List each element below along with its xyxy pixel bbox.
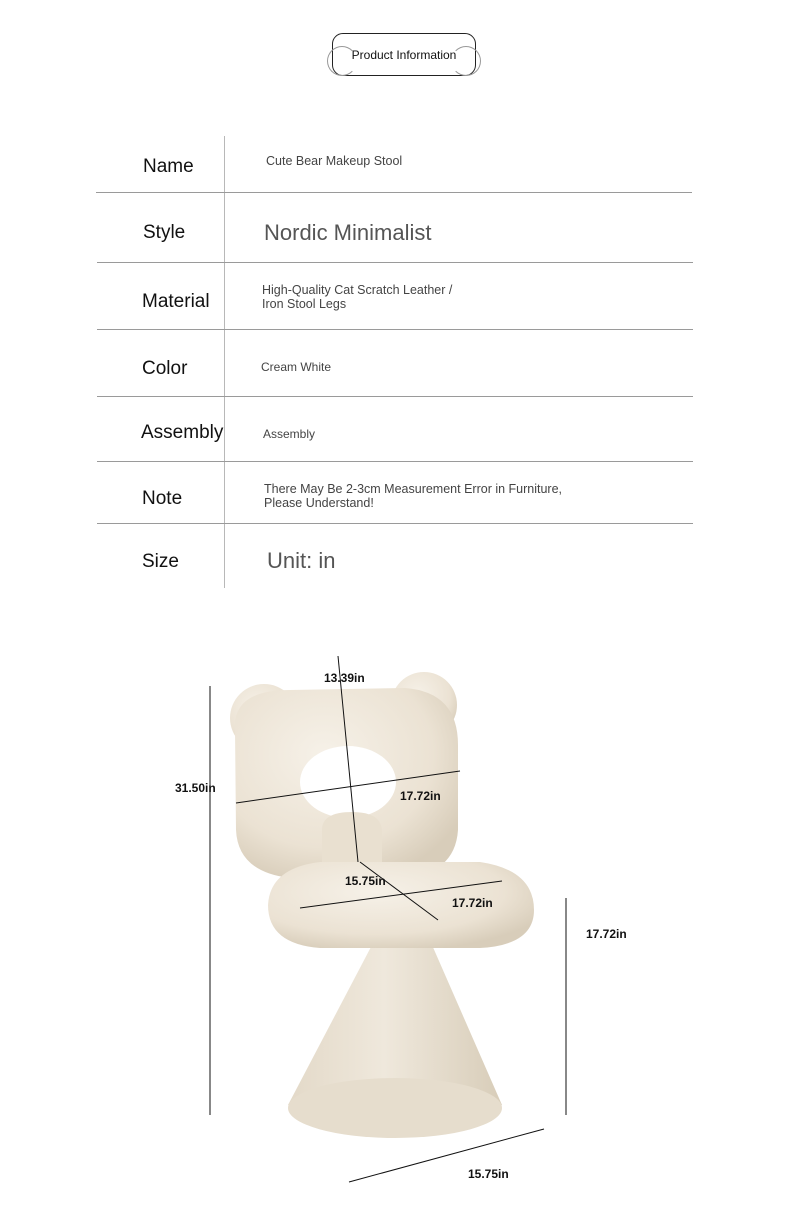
label-color: Color (142, 358, 188, 379)
row-divider (97, 461, 693, 462)
label-name: Name (143, 156, 194, 177)
chair-illustration (0, 620, 790, 1214)
row-divider (97, 396, 693, 397)
row-divider (96, 192, 692, 193)
value-assembly: Assembly (263, 427, 316, 441)
dim-back-depth: 17.72in (400, 789, 441, 803)
dim-base-diameter: 15.75in (468, 1167, 509, 1181)
row-divider (97, 262, 693, 263)
value-color: Cream White (261, 360, 332, 374)
dim-seat-height: 17.72in (586, 927, 627, 941)
value-note-line1: There May Be 2-3cm Measurement Error in Furniture, (264, 482, 563, 496)
row-divider (97, 329, 693, 330)
label-size: Size (142, 551, 179, 572)
chair-seat (268, 862, 534, 948)
label-material: Material (142, 291, 210, 312)
dim-back-width: 13.39in (324, 671, 365, 685)
product-info-table (0, 0, 790, 600)
dim-seat-depth: 17.72in (452, 896, 493, 910)
label-assembly: Assembly (141, 422, 224, 443)
dim-seat-width: 15.75in (345, 874, 386, 888)
value-material-line2: Iron Stool Legs (262, 297, 347, 311)
chair-backrest (230, 672, 458, 878)
value-name: Cute Bear Makeup Stool (266, 154, 403, 168)
value-material-line1: High-Quality Cat Scratch Leather / (262, 283, 453, 297)
value-style: Nordic Minimalist (264, 220, 432, 245)
dim-total-height: 31.50in (175, 781, 216, 795)
chair-base (288, 945, 502, 1138)
label-note: Note (142, 488, 183, 509)
column-divider (224, 136, 225, 588)
chair-dimension-figure (0, 620, 790, 1214)
value-size: Unit: in (267, 548, 336, 573)
badge-label: Product Information (351, 47, 457, 62)
value-note-line2: Please Understand! (264, 496, 374, 510)
row-divider (97, 523, 693, 524)
label-style: Style (143, 222, 186, 243)
